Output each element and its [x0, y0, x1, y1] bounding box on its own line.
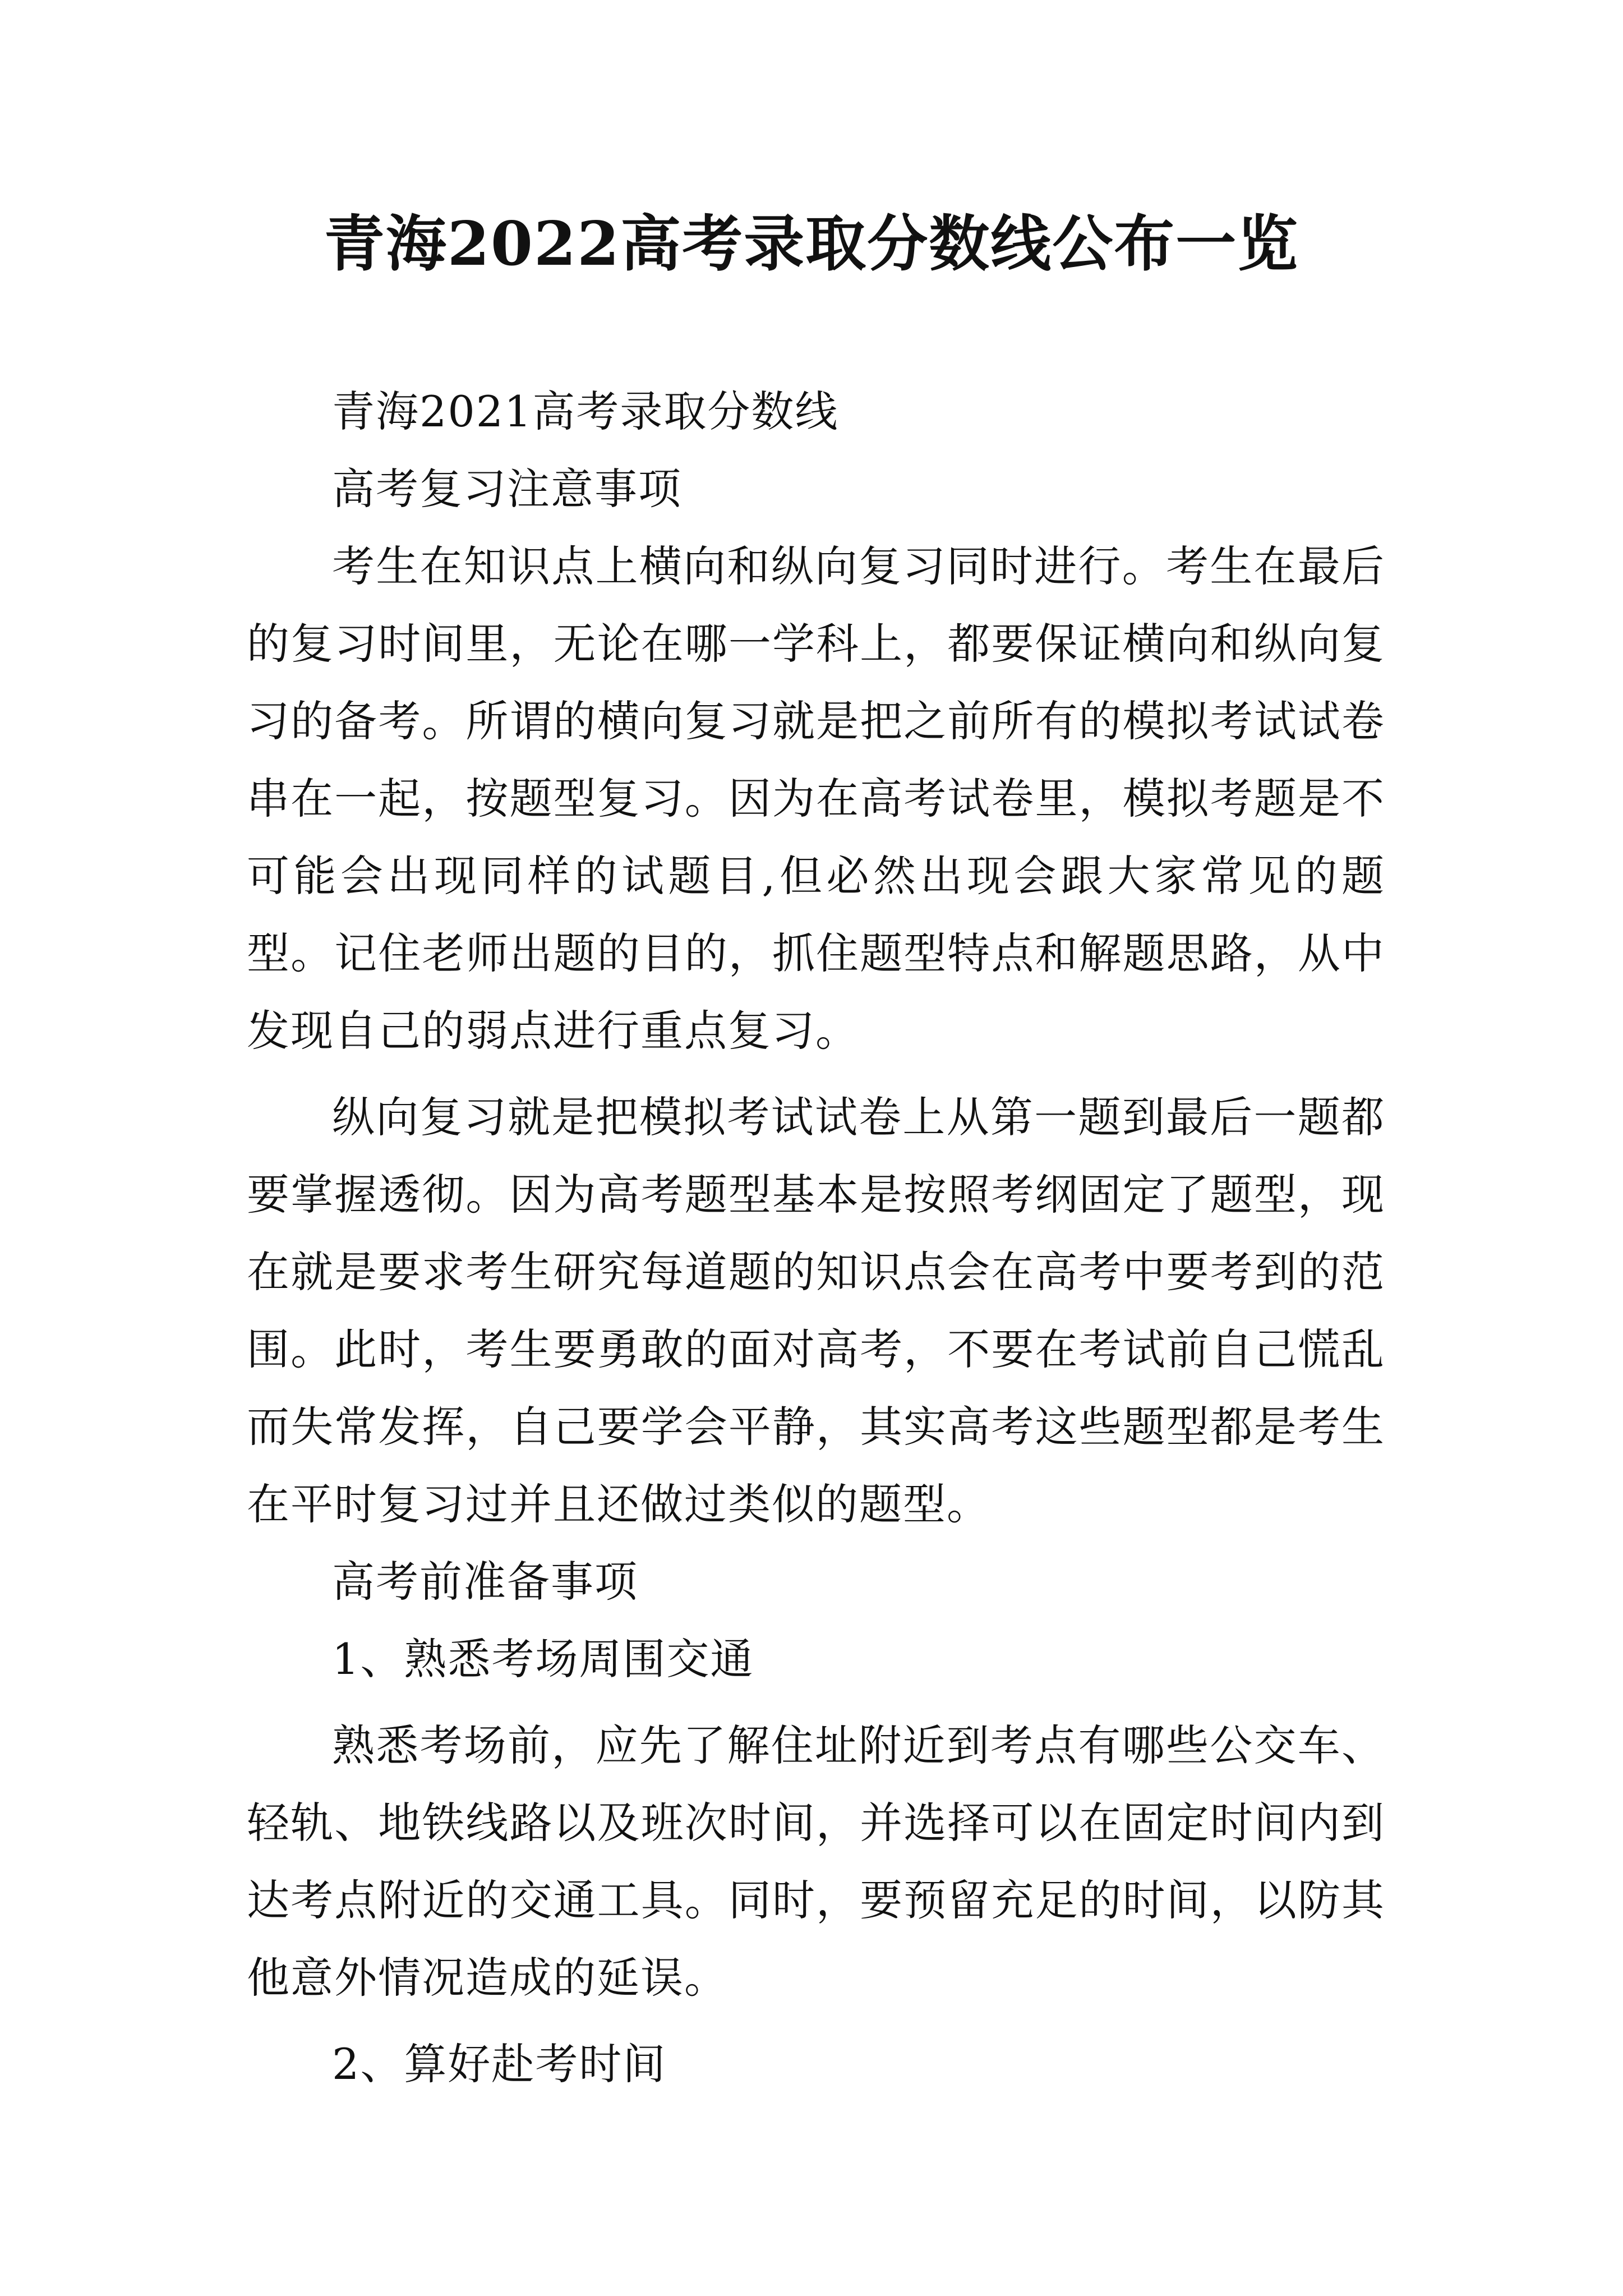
paragraph-vertical-review: 纵向复习就是把模拟考试试卷上从第一题到最后一题都要掌握透彻。因为高考题型基本是按照考纲固定了题型，现在就是要求考生研究每道题的知识点会在高考中要考到的范围。此时，考生要勇敢的面对高考，不要在考试前自己慌乱而失常发挥，自己要学会平静，其实高考这些题型都是考生在平时复习过并且还做过类似的题型。	[247, 1092, 1385, 1529]
document-title: 青海2022高考录取分数线公布一览	[324, 209, 1299, 279]
paragraph-heading-preparation: 高考前准备事项	[332, 1557, 638, 1607]
paragraph-item-1-heading: 1、熟悉考场周围交通	[332, 1634, 754, 1684]
document-body	[247, 373, 1385, 2103]
paragraph-subtitle-2021-scores: 青海2021高考录取分数线	[332, 386, 839, 436]
paragraph-item-2-heading: 2、算好赴考时间	[332, 2039, 667, 2089]
paragraph-item-1-body: 熟悉考场前，应先了解住址附近到考点有哪些公交车、轻轨、地铁线路以及班次时间，并选择可以在固定时间内到达考点附近的交通工具。同时，要预留充足的时间，以防其他意外情况造成的延误。	[247, 1720, 1385, 2003]
paragraph-heading-review-notes: 高考复习注意事项	[332, 464, 682, 514]
paragraph-horizontal-review: 考生在知识点上横向和纵向复习同时进行。考生在最后的复习时间里，无论在哪一学科上，都要保证横向和纵向复习的备考。所谓的横向复习就是把之前所有的模拟考试试卷串在一起，按题型复习。因为在高考试卷里，模拟考题是不可能会出现同样的试题目,但必然出现会跟大家常见的题型。记住老师出题的目的，抓住题型特点和解题思路，从中发现自己的弱点进行重点复习。	[247, 541, 1385, 1056]
